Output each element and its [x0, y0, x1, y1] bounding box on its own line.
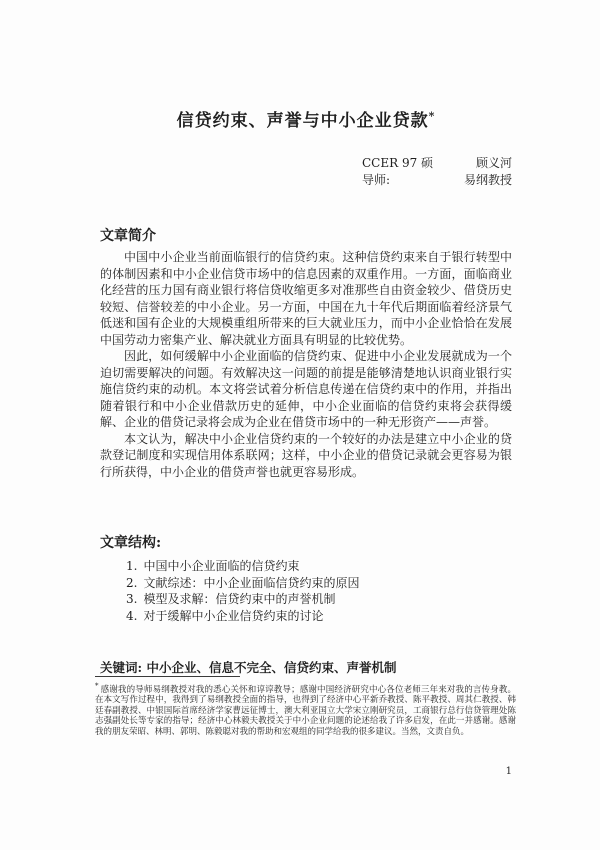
footnote-text [95, 681, 516, 737]
program-label: CCER 97 硕 [362, 156, 434, 170]
item-text: 对于缓解中小企业信贷约束的讨论 [143, 608, 324, 623]
page-title [100, 106, 512, 131]
list-item [126, 575, 512, 592]
item-text: 中国中小企业面临的信贷约束 [143, 559, 300, 573]
structure-heading: 文章结构: [100, 535, 162, 551]
intro-paragraph-1: 中国中小企业当前面临银行的信贷约束。这种信贷约束来自于银行转型中的体制因素和中小企业信贷市场中的信息因素的双重作用。一方面，面临商业化经营的压力国有商业银行将信贷收缩更多对准那些自由资金较少、借贷历史较短、信誉较差的中小企业。另一方面，中国在九十年代后期面临着经济景气低迷和国有企业的大规模重组所带来的巨大就业压力，而中小企业恰恰在发展中国劳动力密集产业、解决就业方面具有明显的比较优势。 [100, 250, 512, 347]
footnote-block [95, 676, 516, 737]
keywords-label: 关键词: [100, 660, 143, 675]
advisor-label: 导师: [362, 173, 391, 187]
keywords-line [100, 658, 512, 676]
author-name: 顾义河 [475, 156, 512, 170]
item-number: 2. [126, 575, 138, 590]
intro-paragraph-3: 本文认为，解决中小企业信贷约束的一个较好的办法是建立中小企业的贷款登记制度和实现信用体系联网；这样，中小企业的借贷记录就会更容易为银行所获得，中小企业的借贷声誉也就更容易形成。 [100, 431, 512, 479]
list-item [126, 558, 512, 575]
item-number: 1. [126, 559, 138, 573]
item-text: 模型及求解：信贷约束中的声誉机制 [143, 592, 336, 606]
document-content [100, 106, 512, 676]
footnote-marker: * [95, 682, 99, 690]
list-item [126, 608, 512, 625]
list-item [126, 591, 512, 608]
title-footnote-marker: * [428, 109, 436, 123]
author-row [362, 155, 512, 172]
intro-heading: 文章简介 [100, 228, 156, 244]
item-text: 文献综述：中小企业面临信贷约束的原因 [143, 575, 360, 590]
keywords-text: 中小企业、信息不完全、信贷约束、声誉机制 [146, 660, 397, 675]
structure-list [100, 558, 512, 624]
page-number: 1 [505, 766, 512, 777]
advisor-name: 易纲教授 [463, 173, 512, 187]
title-text: 信贷约束、声誉与中小企业贷款 [176, 111, 429, 131]
advisor-row [362, 172, 512, 189]
intro-paragraph-2: 因此，如何缓解中小企业面临的信贷约束、促进中小企业发展就成为一个迫切需要解决的问题。有效解决这一问题的前提是能够清楚地认识商业银行实施信贷约束的动机。本文将尝试着分析信息传递在信贷约束中的作用，并指出随着银行和中小企业借款历史的延伸，中小企业面临的信贷约束将会获得缓解、企业的借贷记录将会成为企业在借贷市场中的一种无形资产——声誉。 [100, 349, 512, 429]
footnote-body: 感谢我的导师易纲教授对我的悉心关怀和谆谆教导；感谢中国经济研究中心各位老师三年来对我的言传身教。在本文写作过程中，我得到了易纲教授全面的指导，也得到了经济中心平新乔教授、陈平教授、周其仁教授、韩廷春副教授、中银国际首席经济学家曹远征博士，澳大利亚国立大学宋立刚研究员，工商银行总行信贷管理处陈志强副处长等专家的指导；经济中心林毅夫教授关于中小企业问题的论述给我了许多启发，在此一并感谢。感谢我的朋友荣昭、林明、郭明、陈毅聪对我的帮助和宏观组的同学给我的很多建议。当然，文责自负。 [95, 684, 516, 737]
footnote-separator [95, 676, 240, 677]
author-block [362, 155, 512, 189]
item-number: 3. [126, 592, 138, 606]
item-number: 4. [126, 608, 138, 623]
